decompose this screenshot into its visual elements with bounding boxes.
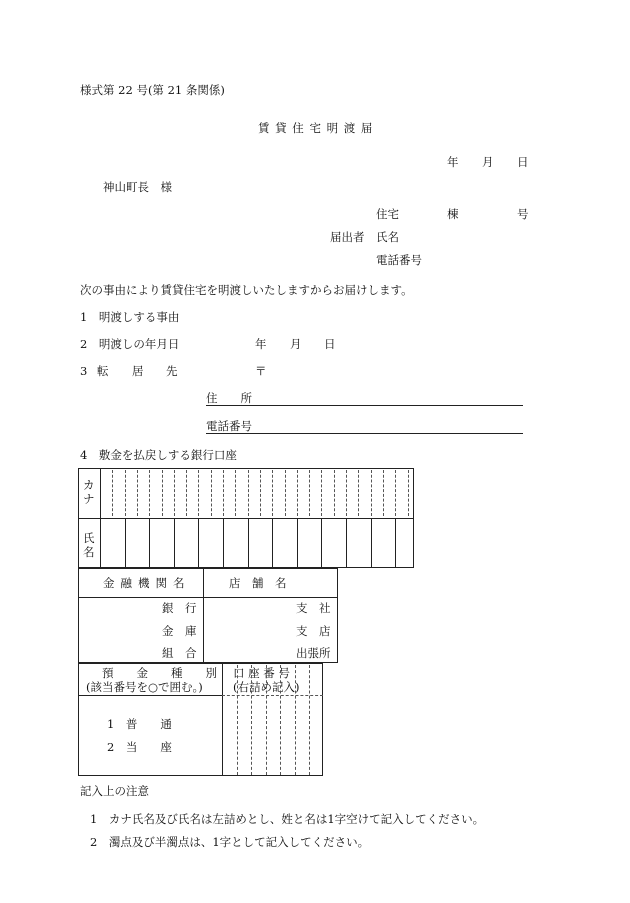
- cell-divider: [383, 470, 384, 516]
- cell-divider: [260, 470, 261, 516]
- cell-divider: [346, 518, 347, 568]
- institution-col-divider: [203, 568, 204, 663]
- bank-option: 銀 行: [162, 601, 197, 615]
- cell-divider: [334, 470, 335, 516]
- bank-heading: 4 敷金を払戻しする銀行口座: [80, 448, 237, 462]
- cell-divider: [186, 470, 187, 516]
- deposit-type-ordinary[interactable]: 1 普 通: [107, 717, 172, 731]
- cell-divider: [162, 470, 163, 516]
- form-number: 様式第 22 号(第 21 条関係): [80, 83, 225, 97]
- move-label-char2: 居: [132, 364, 144, 378]
- move-label-char1: 転: [97, 364, 109, 378]
- phone-field-line[interactable]: [206, 433, 523, 434]
- date-year: 年: [447, 155, 459, 169]
- move-label-char3: 先: [166, 364, 178, 378]
- cell-divider: [346, 470, 347, 516]
- cell-divider: [237, 665, 238, 775]
- cell-divider: [223, 518, 224, 568]
- cell-divider: [358, 470, 359, 516]
- cell-divider: [321, 518, 322, 568]
- name-grid-divider: [78, 518, 414, 519]
- intro-text: 次の事由により賃貸住宅を明渡しいたしますからお届けします。: [80, 283, 413, 297]
- cell-divider: [198, 518, 199, 568]
- cell-divider: [266, 665, 267, 775]
- date-day: 日: [517, 155, 529, 169]
- cell-divider: [149, 518, 150, 568]
- move-date-year: 年: [255, 337, 267, 351]
- cell-divider: [321, 470, 322, 516]
- note-1: 1 カナ氏名及び氏名は左詰めとし、姓と名は1字空けて記入してください。: [90, 812, 485, 826]
- postal-mark: 〒: [255, 364, 267, 378]
- move-date-label: 2 明渡しの年月日: [80, 337, 180, 351]
- cell-divider: [137, 470, 138, 516]
- cell-divider: [309, 470, 310, 516]
- cell-divider: [125, 518, 126, 568]
- deposit-type-header: 預 金 種 別: [102, 666, 217, 680]
- cell-divider: [198, 470, 199, 516]
- note-2: 2 濁点及び半濁点は、1字として記入してください。: [90, 835, 370, 849]
- credit-option: 金 庫: [162, 624, 197, 638]
- unit-label: 号: [517, 207, 529, 221]
- applicant-label: 届出者: [330, 230, 365, 244]
- cell-divider: [297, 518, 298, 568]
- move-label-number: 3: [80, 364, 88, 378]
- cell-divider: [125, 470, 126, 516]
- cell-divider: [285, 470, 286, 516]
- date-month: 月: [482, 155, 494, 169]
- cell-divider: [309, 665, 310, 775]
- cell-divider: [223, 470, 224, 516]
- name-label: 氏名: [376, 230, 399, 244]
- cell-divider: [297, 470, 298, 516]
- kanji-name-label: 氏名: [83, 531, 95, 559]
- reason-label: 1 明渡しする事由: [80, 310, 180, 324]
- cell-divider: [235, 470, 236, 516]
- account-number-header: 口 座 番 号: [233, 666, 290, 680]
- cell-divider: [248, 470, 249, 516]
- branch-option-3: 出張所: [296, 646, 331, 660]
- page-title: 賃 貸 住 宅 明 渡 届: [258, 121, 374, 135]
- branch-option-2: 支 店: [296, 624, 331, 638]
- address-label: 住 所: [206, 391, 252, 405]
- cell-divider: [295, 665, 296, 775]
- building-label: 棟: [447, 207, 459, 221]
- phone-label: 電話番号: [376, 253, 422, 267]
- institution-header: 金融機関名: [103, 576, 191, 590]
- account-number-instruction: (右詰め記入): [233, 680, 300, 694]
- cell-divider: [149, 470, 150, 516]
- cell-divider: [251, 665, 252, 775]
- deposit-type-instruction: (該当番号を○で囲む。): [86, 680, 203, 694]
- kana-label: カナ: [83, 478, 95, 506]
- deposit-header-divider: [78, 695, 222, 696]
- cell-divider: [395, 518, 396, 568]
- cell-divider: [371, 470, 372, 516]
- branch-header: 店 舗 名: [229, 576, 287, 590]
- addressee: 神山町長 様: [103, 180, 172, 194]
- housing-label: 住宅: [376, 207, 399, 221]
- union-option: 組 合: [162, 646, 197, 660]
- cell-divider: [272, 470, 273, 516]
- cell-divider: [272, 518, 273, 568]
- cell-divider: [395, 470, 396, 516]
- cell-divider: [248, 518, 249, 568]
- name-grid-label-divider: [100, 468, 101, 568]
- cell-divider: [280, 665, 281, 775]
- cell-divider: [174, 470, 175, 516]
- cell-divider: [174, 518, 175, 568]
- cell-divider: [371, 518, 372, 568]
- institution-header-divider: [78, 597, 338, 598]
- deposit-type-current[interactable]: 2 当 座: [107, 740, 172, 754]
- new-phone-label: 電話番号: [206, 419, 252, 433]
- address-field-line[interactable]: [206, 405, 523, 406]
- notes-heading: 記入上の注意: [80, 784, 149, 798]
- move-date-day: 日: [324, 337, 336, 351]
- deposit-col-divider: [222, 663, 223, 776]
- move-date-month: 月: [290, 337, 302, 351]
- cell-divider: [408, 470, 409, 516]
- branch-option-1: 支 社: [296, 601, 331, 615]
- cell-divider: [211, 470, 212, 516]
- cell-divider: [112, 470, 113, 516]
